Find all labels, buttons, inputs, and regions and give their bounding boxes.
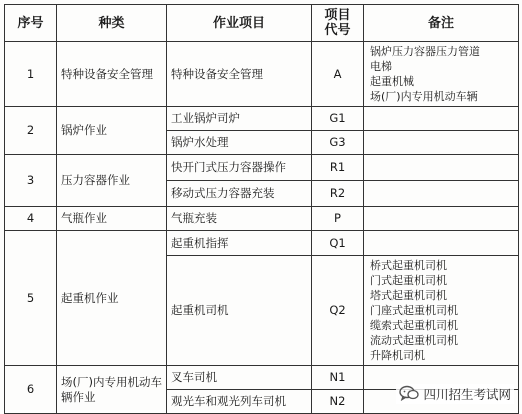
cell-code: Q2 — [312, 256, 364, 366]
cell-notes — [364, 155, 519, 181]
cell-item: 特种设备安全管理 — [167, 42, 312, 107]
cell-code: N2 — [312, 390, 364, 414]
cell-seq: 2 — [5, 107, 57, 155]
wechat-icon — [399, 385, 419, 404]
cell-code: R2 — [312, 181, 364, 207]
cell-seq: 4 — [5, 207, 57, 231]
cell-seq: 5 — [5, 231, 57, 366]
cell-code: Q1 — [312, 231, 364, 256]
cell-seq: 3 — [5, 155, 57, 207]
cell-item: 锅炉水处理 — [167, 131, 312, 155]
cell-notes — [364, 107, 519, 131]
header-seq: 序号 — [5, 5, 57, 42]
cell-seq: 1 — [5, 42, 57, 107]
cell-item: 快开门式压力容器操作 — [167, 155, 312, 181]
cell-item: 起重机司机 — [167, 256, 312, 366]
cell-notes — [364, 231, 519, 256]
cell-notes — [364, 207, 519, 231]
cell-category: 特种设备安全管理 — [57, 42, 167, 107]
table-row — [5, 107, 519, 131]
cell-code: G1 — [312, 107, 364, 131]
cell-code: P — [312, 207, 364, 231]
cell-notes: 锅炉压力容器压力管道 电梯 起重机械 场(厂)内专用机动车辆 — [364, 42, 519, 107]
cell-item: 叉车司机 — [167, 366, 312, 390]
cell-seq: 6 — [5, 366, 57, 414]
table-header-row — [5, 5, 519, 42]
header-code: 项目 代号 — [312, 5, 364, 42]
watermark — [396, 384, 514, 404]
cell-notes — [364, 181, 519, 207]
cell-category: 压力容器作业 — [57, 155, 167, 207]
cell-code: G3 — [312, 131, 364, 155]
cell-code: A — [312, 42, 364, 107]
cell-item: 气瓶充装 — [167, 207, 312, 231]
cell-category: 起重机作业 — [57, 231, 167, 366]
header-category: 种类 — [57, 5, 167, 42]
table-row — [5, 231, 519, 256]
table-row — [5, 155, 519, 181]
cell-code: R1 — [312, 155, 364, 181]
cell-notes: 桥式起重机司机 门式起重机司机 塔式起重机司机 门座式起重机司机 缆索式起重机司机 流动式起重机司机 升降机司机 — [364, 256, 519, 366]
header-item: 作业项目 — [167, 5, 312, 42]
cell-item: 移动式压力容器充装 — [167, 181, 312, 207]
special-equipment-operation-table — [4, 4, 519, 414]
cell-category: 场(厂)内专用机动车辆作业 — [57, 366, 167, 414]
cell-category: 锅炉作业 — [57, 107, 167, 155]
table-row — [5, 42, 519, 107]
cell-item: 起重机指挥 — [167, 231, 312, 256]
header-notes: 备注 — [364, 5, 519, 42]
cell-item: 观光车和观光列车司机 — [167, 390, 312, 414]
cell-category: 气瓶作业 — [57, 207, 167, 231]
cell-code: N1 — [312, 366, 364, 390]
watermark-text: 四川招生考试网 — [423, 387, 511, 402]
table-row — [5, 207, 519, 231]
cell-notes — [364, 131, 519, 155]
cell-item: 工业锅炉司炉 — [167, 107, 312, 131]
